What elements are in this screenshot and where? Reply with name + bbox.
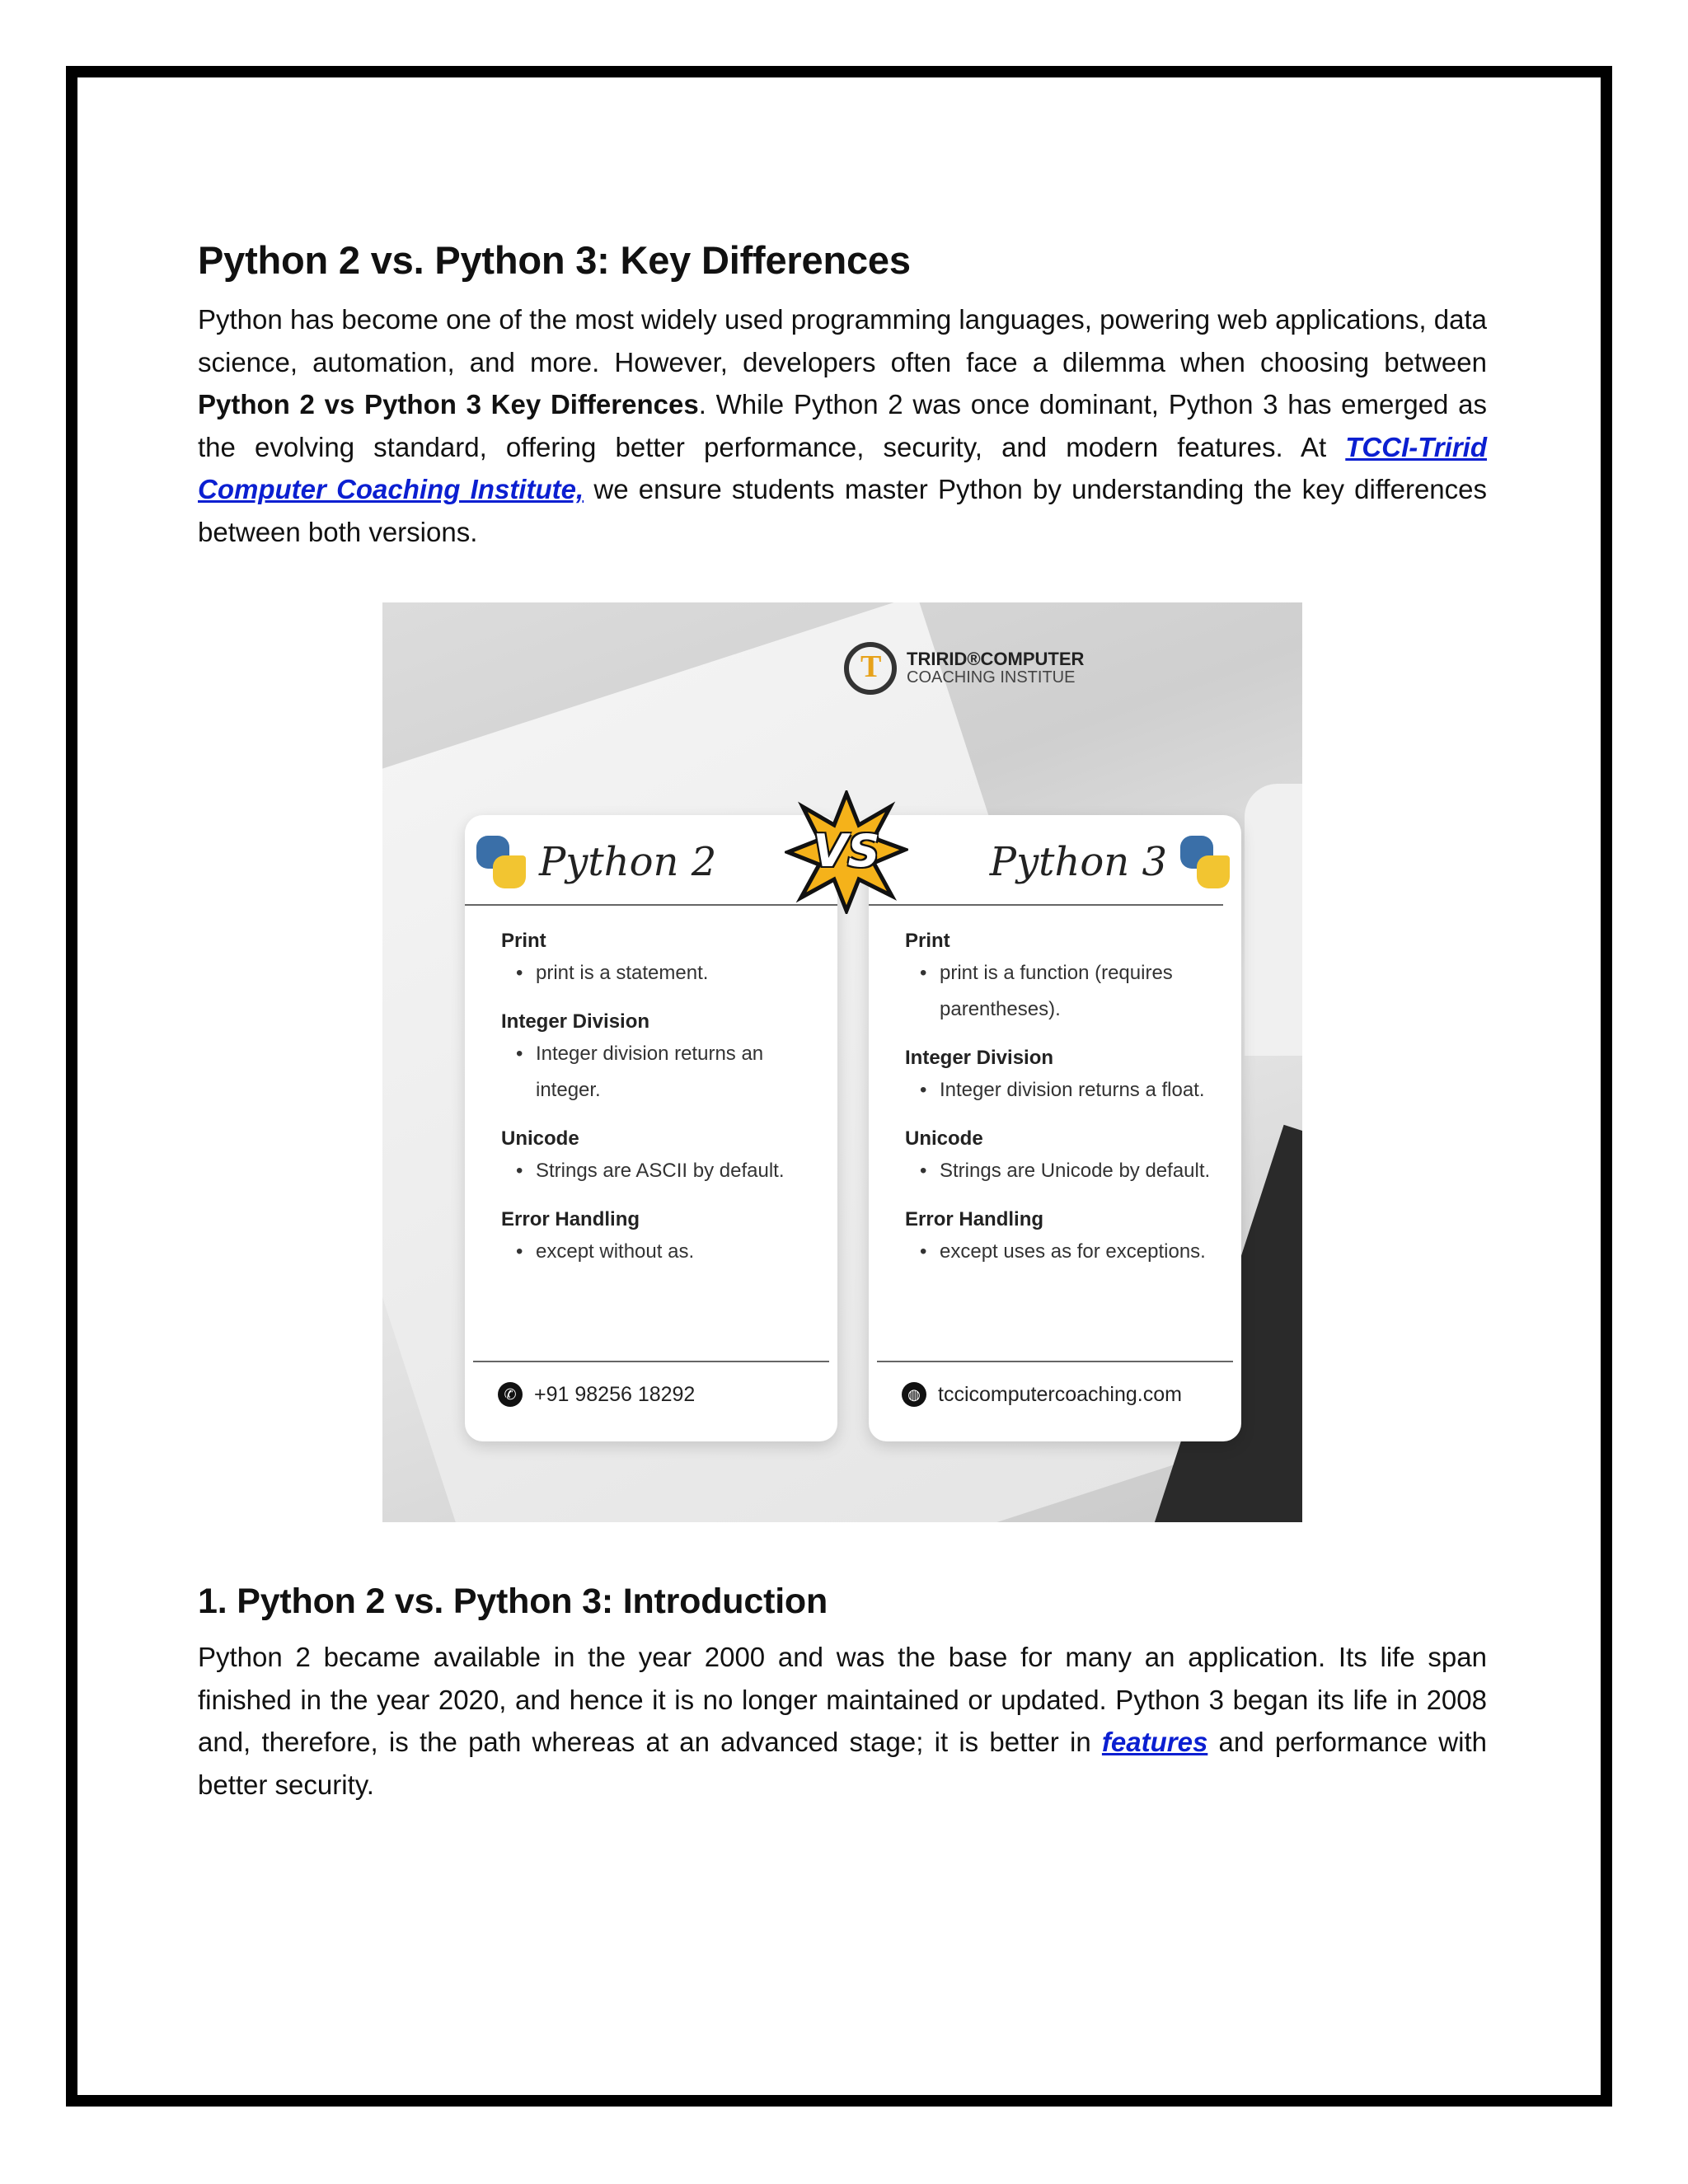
intro-paragraph <box>198 298 1487 553</box>
section-title: Error Handling <box>905 1208 1044 1230</box>
tcci-link[interactable]: TCCI-Tririd Computer Coaching Institute, <box>198 431 1487 504</box>
phone-number: +91 98256 18292 <box>534 1382 696 1406</box>
introduction-section <box>198 1575 1487 1806</box>
website-footer <box>902 1382 1182 1407</box>
document-content <box>198 232 1487 1806</box>
intro-text-1: Python has become one of the most widely used programming languages, powering web applications, data science, automation, and more. However, developers often face a dilemma when choosing between <box>198 304 1487 377</box>
vs-label: VS <box>813 825 880 877</box>
brand-line-2: COACHING INSTITUE <box>907 668 1076 687</box>
section-integer-division <box>905 1044 1225 1108</box>
section-title: Print <box>905 930 950 952</box>
list-item: • except uses as for exceptions. <box>905 1234 1225 1270</box>
list-item: • print is a function (requires parentheses). <box>905 955 1225 1028</box>
intro-text-2: . While Python 2 was once dominant, Python 3 has emerged as the evolving standard, offering better performance, security, and modern features. At <box>198 389 1487 462</box>
list-item: • Integer division returns an integer. <box>501 1036 821 1108</box>
introduction-paragraph <box>198 1636 1487 1806</box>
page-title: Python 2 vs. Python 3: Key Differences <box>198 238 911 282</box>
section-print <box>905 927 1225 1028</box>
section-error-handling <box>905 1206 1225 1270</box>
intro2-text-2: and performance with better security. <box>198 1727 1487 1800</box>
intro-text-3: we ensure students master Python by understanding the key differences between both versions. <box>198 474 1488 547</box>
section-title: Print <box>501 930 546 952</box>
divider <box>869 904 1223 906</box>
divider <box>465 904 837 906</box>
section-error-handling <box>501 1206 821 1270</box>
footer-divider <box>877 1361 1233 1362</box>
section-print <box>501 927 821 991</box>
python3-title: Python 3 <box>989 839 1167 885</box>
section-title: Error Handling <box>501 1208 640 1230</box>
vs-burst-icon <box>785 790 908 914</box>
brand-line-1: TRIRID®COMPUTER <box>907 649 1085 669</box>
section-title: Unicode <box>501 1127 579 1150</box>
section-unicode <box>501 1125 821 1189</box>
list-item: • print is a statement. <box>501 955 821 991</box>
brand-logo <box>844 642 1084 695</box>
python2-card-body <box>501 927 821 1286</box>
intro-bold: Python 2 vs Python 3 Key Differences <box>198 389 699 419</box>
globe-icon: ◍ <box>902 1382 926 1407</box>
list-item: • Strings are Unicode by default. <box>905 1153 1225 1189</box>
section-heading: 1. Python 2 vs. Python 3: Introduction <box>198 1582 828 1621</box>
python3-card-header <box>980 833 1233 891</box>
background-cup <box>1245 784 1302 1056</box>
python2-card <box>465 815 837 1441</box>
python3-card <box>869 815 1241 1441</box>
python3-card-body <box>905 927 1225 1286</box>
section-title: Integer Division <box>501 1010 650 1033</box>
python2-card-header <box>473 833 726 891</box>
section-title: Unicode <box>905 1127 983 1150</box>
features-link[interactable]: features <box>1101 1727 1208 1757</box>
section-integer-division <box>501 1008 821 1108</box>
intro2-text-1: Python 2 became available in the year 2000 and was the base for many an application. Its life span finished in the year 2020, and hence it is no longer maintained or updated. Python 3 began its life in 2008 and, therefore, is the path whereas at an advanced stage; it is better in <box>198 1642 1487 1757</box>
phone-icon: ✆ <box>498 1382 523 1407</box>
list-item: • Strings are ASCII by default. <box>501 1153 821 1189</box>
python2-title: Python 2 <box>539 839 717 885</box>
phone-footer <box>498 1382 695 1407</box>
website-url: tccicomputercoaching.com <box>938 1382 1182 1406</box>
brand-text <box>907 650 1084 687</box>
section-title: Integer Division <box>905 1047 1054 1069</box>
list-item: • Integer division returns a float. <box>905 1072 1225 1108</box>
comparison-image <box>382 602 1302 1522</box>
section-unicode <box>905 1125 1225 1189</box>
python-logo-icon <box>473 834 529 890</box>
list-item: • except without as. <box>501 1234 821 1270</box>
python-logo-icon <box>1177 834 1233 890</box>
footer-divider <box>473 1361 829 1362</box>
tcci-logo-icon <box>844 642 897 695</box>
